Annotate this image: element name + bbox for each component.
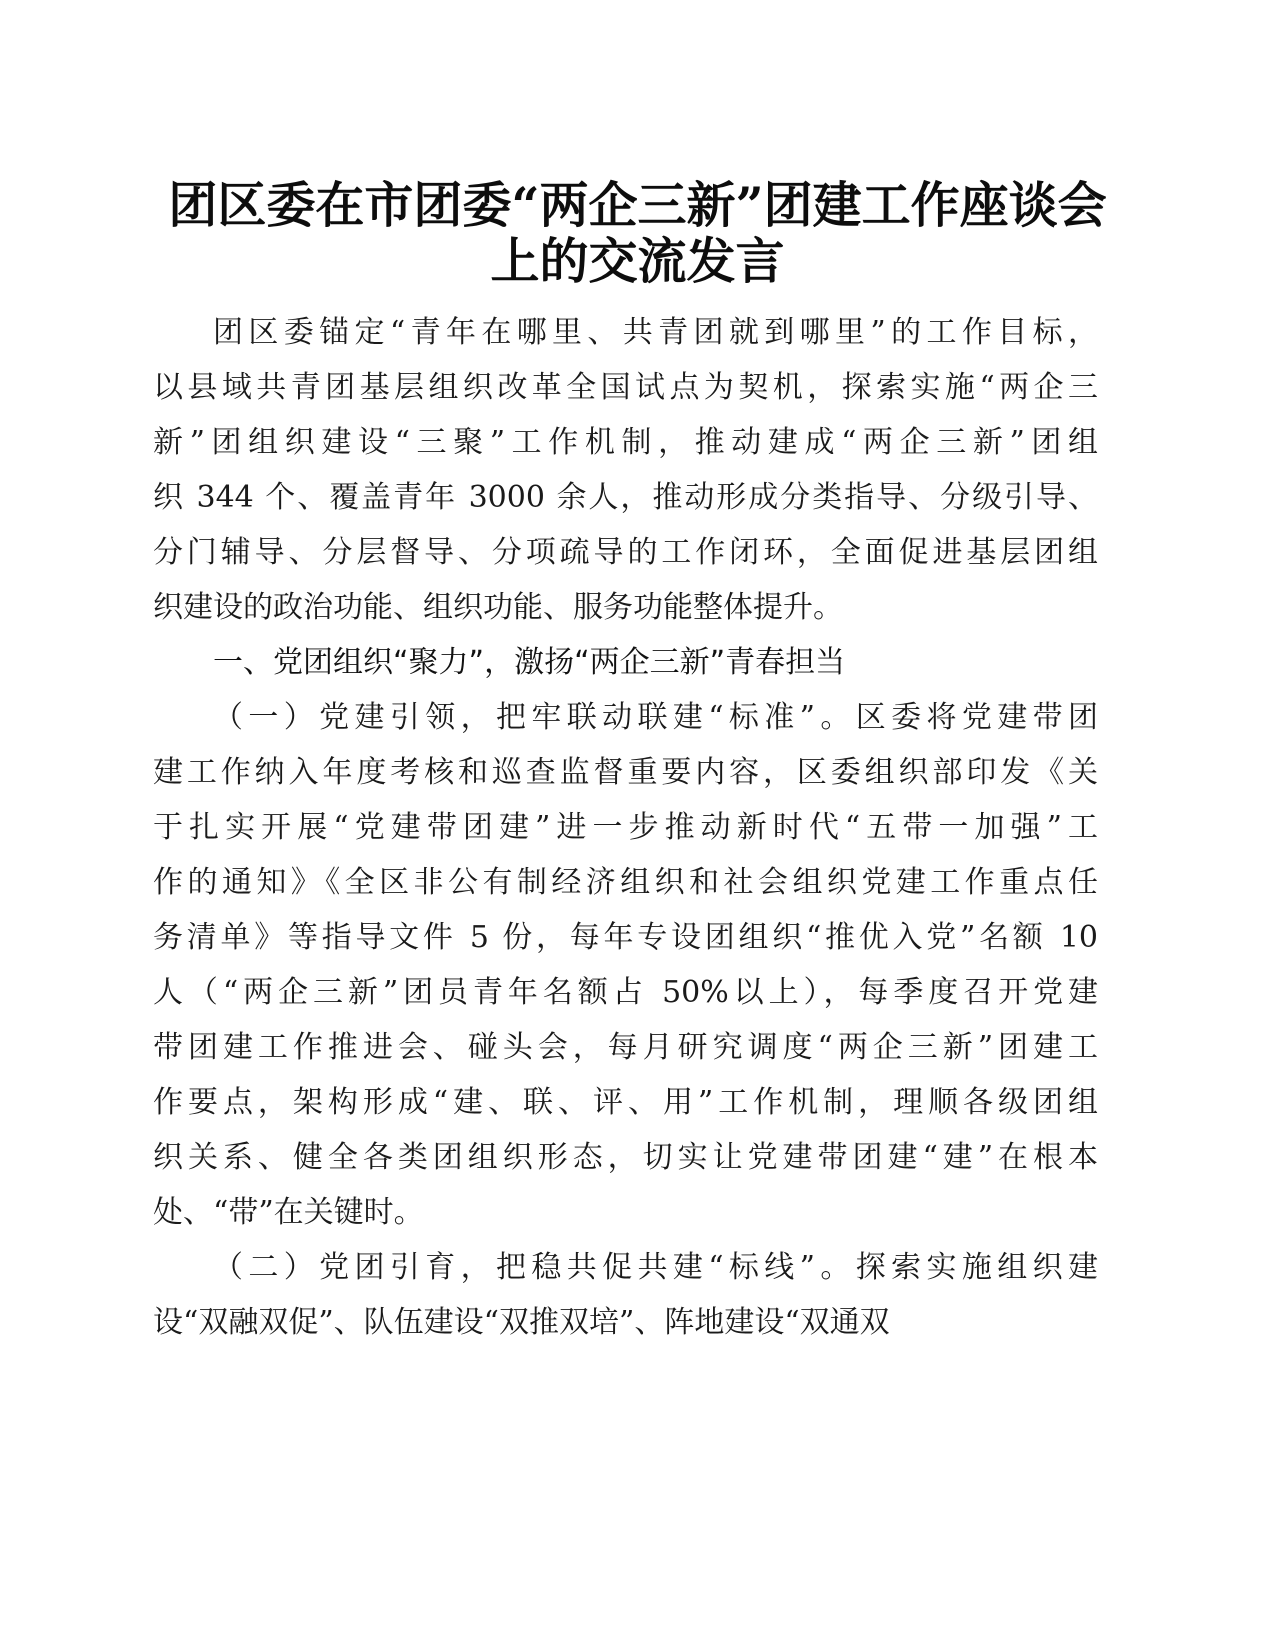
paragraph-line: 建工作纳入年度考核和巡查监督重要内容，区委组织部印发《关	[153, 755, 1098, 790]
paragraph-line: 于扎实开展“党建带团建”进一步推动新时代“五带一加强”工	[153, 810, 1098, 845]
paragraph-line: 作的通知》《全区非公有制经济组织和社会组织党建工作重点任	[153, 865, 1098, 900]
paragraph-line: 带团建工作推进会、碰头会，每月研究调度“两企三新”团建工	[153, 1030, 1098, 1065]
paragraph-line: 作要点，架构形成“建、联、评、用”工作机制，理顺各级团组	[153, 1085, 1098, 1120]
paragraph-line: 织建设的政治功能、组织功能、服务功能整体提升。	[153, 590, 843, 625]
paragraph-line: 新”团组织建设“三聚”工作机制，推动建成“两企三新”团组	[153, 425, 1098, 460]
document-title-line-2: 上的交流发言	[490, 232, 785, 290]
paragraph-line: （二）党团引育，把稳共促共建“标线”。探索实施组织建	[213, 1250, 1098, 1285]
paragraph-line: 织关系、健全各类团组织形态，切实让党建带团建“建”在根本	[153, 1140, 1098, 1175]
paragraph-line: 处、“带”在关键时。	[153, 1195, 424, 1230]
section-heading: 一、党团组织“聚力”，激扬“两企三新”青春担当	[213, 645, 846, 680]
paragraph-line: （一）党建引领，把牢联动联建“标准”。区委将党建带团	[213, 700, 1098, 735]
paragraph-line: 团区委锚定“青年在哪里、共青团就到哪里”的工作目标，	[213, 315, 1098, 350]
paragraph-line: 设“双融双促”、队伍建设“双推双培”、阵地建设“双通双	[153, 1305, 890, 1340]
document-title-line-1: 团区委在市团委“两企三新”团建工作座谈会	[168, 176, 1107, 234]
paragraph-line: 分门辅导、分层督导、分项疏导的工作闭环，全面促进基层团组	[153, 535, 1098, 570]
paragraph-line: 务清单》等指导文件 5 份，每年专设团组织“推优入党”名额 10	[153, 920, 1098, 955]
paragraph-line: 织 344 个、覆盖青年 3000 余人，推动形成分类指导、分级引导、	[153, 480, 1098, 515]
paragraph-line: 以县域共青团基层组织改革全国试点为契机，探索实施“两企三	[153, 370, 1098, 405]
paragraph-line: 人（“两企三新”团员青年名额占 50%以上），每季度召开党建	[153, 975, 1098, 1010]
